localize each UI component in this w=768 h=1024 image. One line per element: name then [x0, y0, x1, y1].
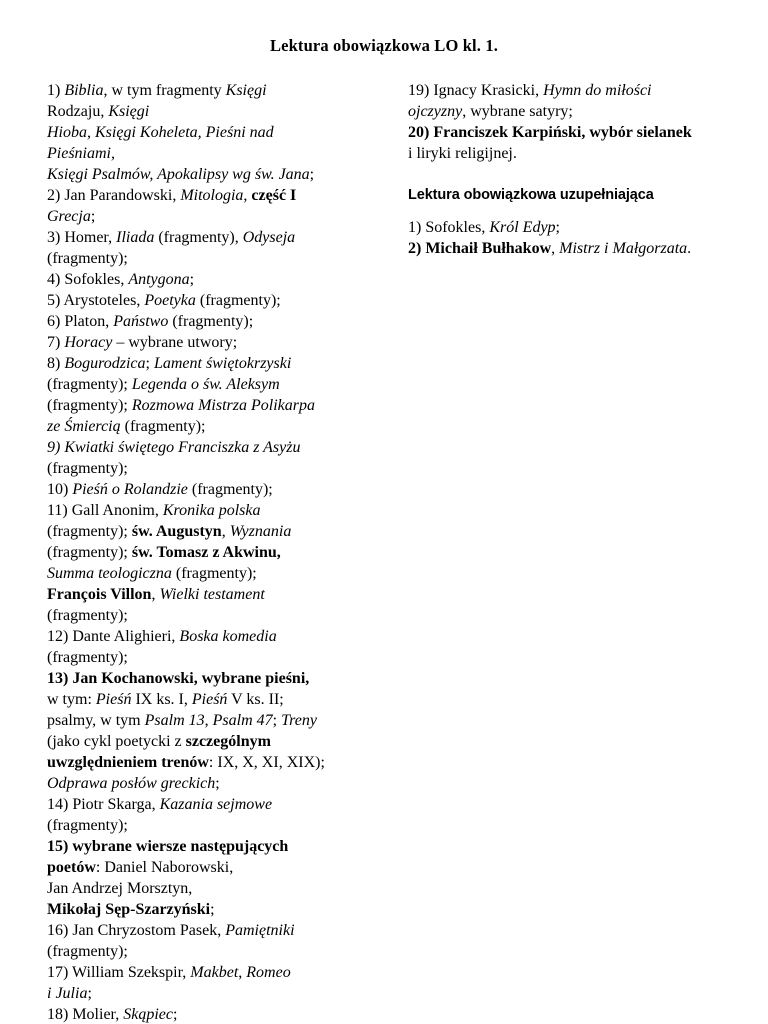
text-run: 15) wybrane wiersze następujących: [47, 838, 289, 855]
text-run: 6) Platon,: [47, 313, 114, 330]
text-run: (fragmenty);: [47, 376, 132, 393]
text-run: , wybrane satyry;: [462, 103, 573, 120]
text-run: Summa teologiczna: [47, 565, 172, 582]
text-run: 19) Ignacy Krasicki,: [408, 82, 544, 99]
reading-list-line: [47, 227, 377, 248]
text-run: Księgi: [225, 82, 267, 99]
text-run: (fragmenty);: [47, 817, 128, 834]
text-run: 13) Jan Kochanowski, wybrane pieśni,: [47, 670, 310, 687]
text-run: (fragmenty);: [47, 607, 128, 624]
text-run: IX ks. I,: [131, 691, 192, 708]
text-run: Hioba, Księgi Koheleta, Pieśni nad: [47, 124, 274, 141]
reading-list-line: [47, 689, 377, 710]
text-run: ,: [551, 240, 560, 257]
text-run: V ks. II;: [227, 691, 284, 708]
text-run: Wielki testament: [159, 586, 265, 603]
reading-list-line: [47, 521, 377, 542]
text-run: 7): [47, 334, 65, 351]
reading-list-line: [47, 773, 377, 794]
text-run: i liryki religijnej.: [408, 145, 517, 162]
text-run: psalmy, w tym: [47, 712, 145, 729]
reading-list-line: [408, 217, 746, 238]
reading-list-line: [47, 374, 377, 395]
text-run: i Julia: [47, 985, 88, 1002]
text-run: 2) Jan Parandowski,: [47, 187, 181, 204]
reading-list-line: [47, 101, 377, 122]
text-run: ;: [172, 1006, 178, 1023]
text-run: w tym:: [47, 691, 96, 708]
text-run: ;: [215, 775, 220, 792]
reading-list-line: [408, 238, 746, 259]
reading-list-line: [47, 563, 377, 584]
text-run: Iliada: [116, 229, 155, 246]
text-run: Antygona: [128, 271, 190, 288]
text-run: .: [687, 240, 692, 257]
text-run: 5) Arystoteles,: [47, 292, 145, 309]
required-reading-list-part1: [47, 80, 377, 1024]
text-run: Biblia: [64, 82, 104, 99]
text-run: Lament świętokrzyski: [153, 355, 292, 372]
reading-list-line: [47, 626, 377, 647]
text-run: Treny: [281, 712, 317, 729]
reading-list-left-column: [47, 80, 377, 1024]
reading-list-line: [47, 185, 377, 206]
reading-list-line: [47, 395, 377, 416]
text-run: Kronika polska: [162, 502, 261, 519]
text-run: Mistrz i Małgorzata: [559, 240, 688, 257]
text-run: ;: [555, 219, 560, 236]
text-run: ,: [151, 586, 160, 603]
text-run: Boska komedia: [179, 628, 277, 645]
text-run: Poetyka: [144, 292, 196, 309]
reading-list-line: [47, 416, 377, 437]
text-run: ojczyzny: [408, 103, 463, 120]
reading-list-line: [47, 941, 377, 962]
reading-list-line: [47, 290, 377, 311]
text-run: Pieśń o Rolandzie: [72, 481, 188, 498]
text-run: 4) Sofokles,: [47, 271, 129, 288]
text-run: Psalm 47: [212, 712, 273, 729]
reading-list-line: [47, 206, 377, 227]
text-run: 17) William Szekspir,: [47, 964, 191, 981]
reading-list-line: [47, 311, 377, 332]
text-run: 18) Molier,: [47, 1006, 124, 1023]
reading-list-line: [47, 122, 377, 143]
text-run: ze Śmiercią: [47, 418, 121, 435]
text-run: – wybrane utwory;: [112, 334, 238, 351]
section-spacer: [408, 164, 746, 185]
reading-list-line: [47, 332, 377, 353]
reading-list-line: [408, 122, 746, 143]
text-run: poetów: [47, 859, 96, 876]
text-run: Pieśniami,: [47, 145, 115, 162]
text-run: 12) Dante Alighieri,: [47, 628, 180, 645]
text-run: 11) Gall Anonim,: [47, 502, 163, 519]
text-run: Grecja: [47, 208, 91, 225]
text-run: (fragmenty);: [195, 292, 281, 309]
text-run: 20) Franciszek Karpiński, wybór sielanek: [408, 124, 692, 141]
reading-list-line: [47, 542, 377, 563]
text-run: św. Augustyn: [131, 523, 222, 540]
reading-list-line: [47, 584, 377, 605]
text-run: Bogurodzica: [64, 355, 146, 372]
text-run: Romeo: [246, 964, 291, 981]
text-run: : IX, X, XI, XIX);: [208, 754, 325, 771]
reading-list-line: [47, 983, 377, 1004]
text-run: Psalm 13: [144, 712, 205, 729]
text-run: ,: [243, 187, 252, 204]
reading-list-line: [47, 878, 377, 899]
text-run: Pieśń: [95, 691, 132, 708]
text-run: Mikołaj Sęp-Szarzyński: [47, 901, 211, 918]
reading-list-line: [47, 752, 377, 773]
text-run: (fragmenty);: [187, 481, 273, 498]
text-run: Księgi Psalmów, Apokalipsy wg św. Jana: [47, 166, 310, 183]
text-run: (fragmenty),: [154, 229, 243, 246]
text-run: Makbet: [190, 964, 239, 981]
reading-list-line: [47, 647, 377, 668]
text-run: Księgi: [108, 103, 150, 120]
reading-list-line: [47, 836, 377, 857]
text-run: 10): [47, 481, 73, 498]
text-run: (fragmenty);: [120, 418, 206, 435]
text-run: Pieśń: [191, 691, 228, 708]
text-run: 1) Sofokles,: [408, 219, 490, 236]
text-run: ,: [221, 523, 230, 540]
reading-list-line: [47, 899, 377, 920]
text-run: ,: [238, 964, 247, 981]
reading-list-line: [47, 920, 377, 941]
text-run: ;: [309, 166, 315, 183]
reading-list-line: [47, 731, 377, 752]
text-run: część I: [251, 187, 297, 204]
reading-list-right-column: [408, 80, 746, 259]
reading-list-line: [47, 164, 377, 185]
reading-list-line: [47, 80, 377, 101]
text-run: ;: [145, 355, 154, 372]
text-run: , w tym fragmenty: [103, 82, 226, 99]
text-run: 3) Homer,: [47, 229, 117, 246]
reading-list-line: [47, 353, 377, 374]
text-run: Rozmowa Mistrza Polikarpa: [131, 397, 315, 414]
text-run: : Daniel Naborowski,: [95, 859, 234, 876]
text-run: Odyseja: [242, 229, 296, 246]
text-run: 9) Kwiatki świętego Franciszka z Asyżu: [47, 439, 301, 456]
reading-list-line: [47, 1004, 377, 1024]
reading-list-line: [47, 248, 377, 269]
text-run: ;: [272, 712, 282, 729]
text-run: François Villon: [47, 586, 152, 603]
reading-list-line: [47, 857, 377, 878]
text-run: Mitologia: [180, 187, 244, 204]
text-run: (fragmenty);: [168, 313, 254, 330]
text-run: Wyznania: [229, 523, 292, 540]
text-run: Jan Andrzej Morsztyn,: [47, 880, 193, 897]
heading-spacer: [408, 206, 746, 217]
reading-list-line: [47, 710, 377, 731]
reading-list-line: [47, 143, 377, 164]
reading-list-line: [47, 815, 377, 836]
text-run: ;: [210, 901, 215, 918]
text-run: 14) Piotr Skarga,: [47, 796, 160, 813]
reading-list-line: [408, 143, 746, 164]
text-run: (fragmenty);: [47, 943, 128, 960]
text-run: Kazania sejmowe: [159, 796, 273, 813]
text-run: Legenda o św. Aleksym: [131, 376, 280, 393]
page-title: Lektura obowiązkowa LO kl. 1.: [269, 36, 499, 55]
text-run: ;: [87, 985, 92, 1002]
reading-list-line: [47, 500, 377, 521]
reading-list-line: [47, 605, 377, 626]
text-run: Horacy: [64, 334, 113, 351]
supplementary-reading-list: [408, 217, 746, 259]
text-run: Hymn do miłości: [543, 82, 652, 99]
text-run: Król Edyp: [489, 219, 556, 236]
reading-list-line: [47, 668, 377, 689]
text-run: 2) Michaił Bułhakow: [408, 240, 552, 257]
reading-list-line: [47, 479, 377, 500]
text-run: Skąpiec: [123, 1006, 173, 1023]
supplementary-reading-heading: Lektura obowiązkowa uzupełniająca: [408, 187, 654, 203]
reading-list-line: [47, 269, 377, 290]
text-run: św. Tomasz z Akwinu,: [131, 544, 281, 561]
text-run: 8): [47, 355, 65, 372]
text-run: Pamiętniki: [225, 922, 295, 939]
reading-list-line: [47, 437, 377, 458]
text-run: ,: [100, 103, 109, 120]
text-run: 16) Jan Chryzostom Pasek,: [47, 922, 226, 939]
reading-list-line: [47, 458, 377, 479]
text-run: (fragmenty);: [47, 544, 132, 561]
reading-list-line: [408, 101, 746, 122]
reading-list-line: [47, 794, 377, 815]
text-run: ;: [90, 208, 96, 225]
text-run: (fragmenty);: [47, 397, 132, 414]
text-run: 1): [47, 82, 65, 99]
text-run: (fragmenty);: [47, 523, 132, 540]
reading-list-line: [408, 80, 746, 101]
text-run: (jako cykl poetycki z: [47, 733, 186, 750]
text-run: ,: [204, 712, 213, 729]
text-run: szczególnym: [185, 733, 271, 750]
text-run: (fragmenty);: [47, 649, 128, 666]
text-run: (fragmenty);: [171, 565, 257, 582]
text-run: ;: [189, 271, 195, 288]
text-run: Państwo: [113, 313, 169, 330]
text-run: Odprawa posłów greckich: [47, 775, 216, 792]
text-run: (fragmenty);: [47, 460, 128, 477]
reading-list-line: [47, 962, 377, 983]
text-run: uwzględnieniem trenów: [47, 754, 209, 771]
text-run: (fragmenty);: [47, 250, 128, 267]
text-run: Rodzaju: [47, 103, 101, 120]
required-reading-list-part2: [408, 80, 746, 164]
